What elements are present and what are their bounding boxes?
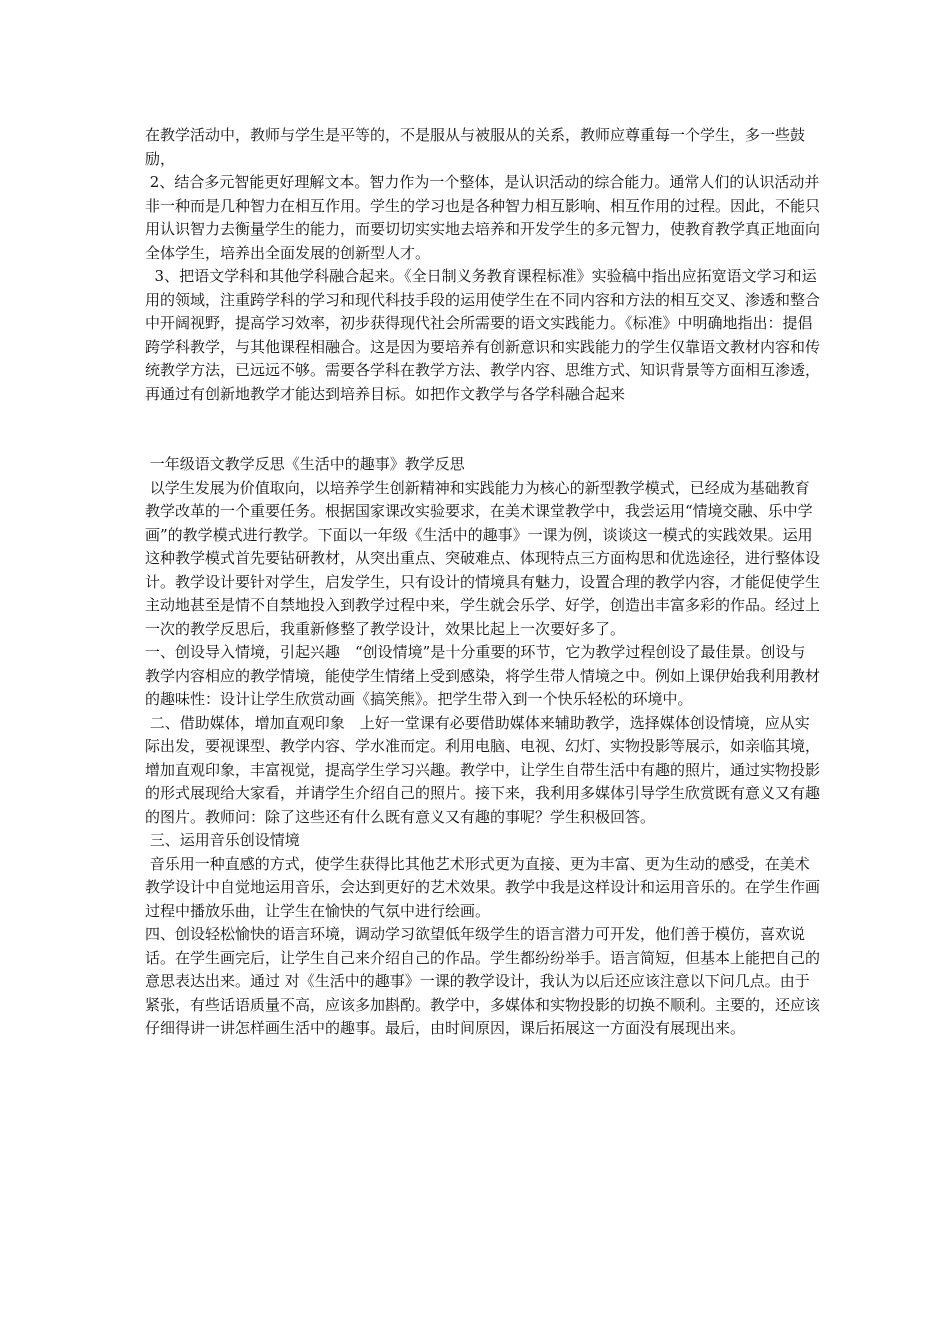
article-title: 一年级语文教学反思《生活中的趣事》教学反思 [145, 455, 465, 473]
paragraph-multiple-intelligences: 2、结合多元智能更好理解文本。智力作为一个整体，是认识活动的综合能力。通常人们的认识活动并非一种而是几种智力在相互作用。学生的学习也是各种智力相互影响、相互作用的过程。因此，不能只用认识智力去衡量学生的能力，而要切切实实地去培养和开发学生的多元智力，使教育教学真正地面向全体学生，培养出全面发展的创新型人才。 [145, 173, 821, 262]
section-spacer [145, 406, 820, 453]
document-body [145, 124, 820, 1041]
paragraph-language-environment: 四、创设轻松愉快的语言环境，调动学习欲望低年级学生的语言潜力可开发，他们善于模仿，喜欢说话。在学生画完后，让学生自己来介绍自己的作品。学生都纷纷举手。语言简短，但基本上能把自己的意思表达出来。通过 对《生活中的趣事》一课的教学设计，我认为以后还应该注意以下问几点。由于紧张，有些话语质量不高，应该多加斟酌。教学中，多媒体和实物投影的切换不顺利。主要的，还应该仔细得讲一讲怎样画生活中的趣事。最后，由时间原因，课后拓展这一方面没有展现出来。 [145, 925, 821, 1037]
paragraph-use-media: 二、借助媒体，增加直观印象 上好一堂课有必要借助媒体来辅助教学，选择媒体创设情境，应从实际出发，要视课型、教学内容、学水准而定。利用电脑、电视、幻灯、实物投影等展示，如亲临其境，增加直观印象，丰富视觉，提高学生学习兴趣。教学中，让学生自带生活中有趣的照片，通过实物投影的形式展现给大家看，并请学生介绍自己的照片。接下来，我利用多媒体引导学生欣赏既有意义又有趣的图片。教师问：除了这些还有什么既有意义又有趣的事呢？学生积极回答。 [145, 713, 821, 826]
paragraph-teacher-student-equality: 在教学活动中，教师与学生是平等的，不是服从与被服从的关系，教师应尊重每一个学生，多一些鼓励， [145, 126, 806, 168]
paragraph-create-situation: 一、创设导入情境，引起兴趣 “创设情境”是十分重要的环节，它为教学过程创设了最佳景。创设与教学内容相应的教学情境，能使学生情绪上受到感染，将学生带人情境之中。例如上课伊始我利用教材的趣味性：设计让学生欣赏动画《搞笑熊》。把学生带入到一个快乐轻松的环境中。 [145, 643, 821, 708]
paragraph-introduction: 以学生发展为价值取向，以培养学生创新精神和实践能力为核心的新型教学模式，已经成为基础教育教学改革的一个重要任务。根据国家课改实验要求，在美术课堂教学中，我尝运用“情境交融、乐中学画”的教学模式进行教学。下面以一年级《生活中的趣事》一课为例，谈谈这一模式的实践效果。运用这种教学模式首先要钻研教材，从突出重点、突破难点、体现特点三方面构思和优选途径，进行整体设计。教学设计要针对学生，启发学生，只有设计的情境具有魅力，设置合理的教学内容，才能促使学生主动地甚至是情不自禁地投入到教学过程中来，学生就会乐学、好学，创造出丰富多彩的作品。经过上一次的教学反思后，我重新修整了教学设计，效果比起上一次要好多了。 [145, 478, 821, 638]
heading-use-music: 三、运用音乐创设情境 [145, 831, 300, 849]
paragraph-interdisciplinary-integration: 3、把语文学科和其他学科融合起来。《全日制义务教育课程标准》实验稿中指出应拓宽语文学习和运用的领域，注重跨学科的学习和现代科技手段的运用使学生在不同内容和方法的相互交叉、渗透和整合中开阔视野，提高学习效率，初步获得现代社会所需要的语文实践能力。《标准》中明确地指出：提倡跨学科教学，与其他课程相融合。这是因为要培养有创新意识和实践能力的学生仅靠语文教材内容和传统教学方法，已远远不够。需要各学科在教学方法、教学内容、思维方式、知识背景等方面相互渗透，再通过有创新地教学才能达到培养目标。如把作文教学与各学科融合起来 [145, 267, 821, 403]
paragraph-music: 音乐用一种直感的方式，使学生获得比其他艺术形式更为直接、更为丰富、更为生动的感受，在美术教学设计中自觉地运用音乐，会达到更好的艺术效果。教学中我是这样设计和运用音乐的。在学生作画过程中播放乐曲，让学生在愉快的气氛中进行绘画。 [145, 854, 821, 920]
